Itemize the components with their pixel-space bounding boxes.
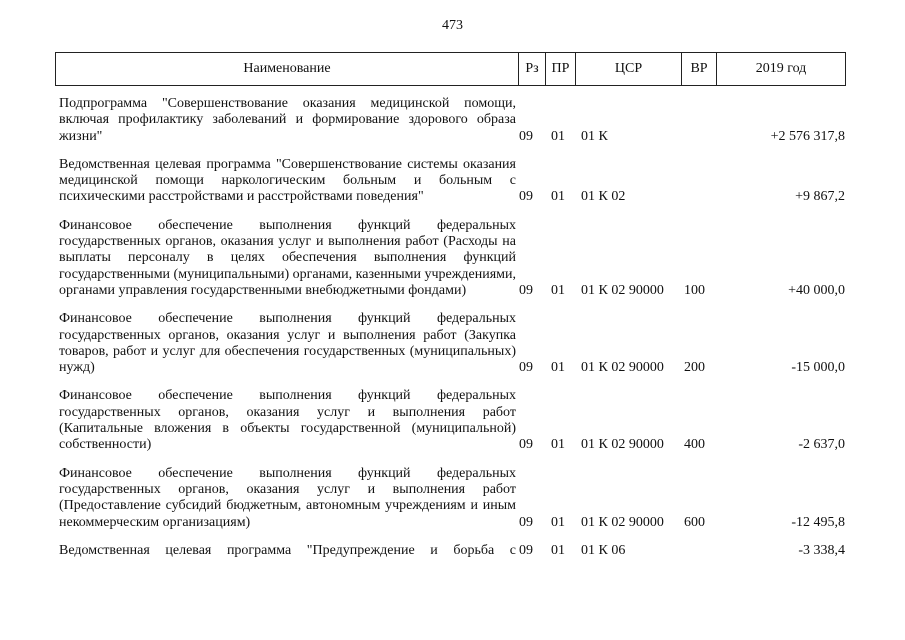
table-row [59,157,845,206]
row-vr: 200 [684,360,705,376]
row-amount: -3 338,4 [798,542,845,558]
row-csr: 01 К 02 90000 [581,514,664,530]
row-pr: 01 [551,282,565,298]
table-row [59,96,845,145]
header-year: 2019 год [755,61,807,76]
row-name: Ведомственная целевая программа "Предупреждение и борьба с [59,542,516,558]
header-pr: ПР [546,53,576,85]
row-rz: 09 [519,360,533,376]
row-pr: 01 [551,542,565,558]
row-vr: 400 [684,437,705,453]
table-row [59,543,845,559]
row-rz: 09 [519,282,533,298]
row-vr: 100 [684,282,705,298]
page-number: 473 [442,18,463,33]
row-pr: 01 [551,437,565,453]
row-csr: 01 К 02 90000 [581,360,664,376]
table-body [59,96,845,571]
row-amount: +2 576 317,8 [770,128,845,144]
row-pr: 01 [551,514,565,530]
row-pr: 01 [551,360,565,376]
row-csr: 01 К 02 [581,189,626,205]
row-amount: -12 495,8 [791,514,845,530]
table-row [59,466,845,531]
row-name: Финансовое обеспечение выполнения функций федеральных государственных органов, оказания услуг и выполнения работ (Капитальные вложения в объекты государственной (муниципальной) собственности) [59,388,516,453]
row-amount: +9 867,2 [795,189,845,205]
row-csr: 01 К 02 90000 [581,437,664,453]
header-rz: Рз [519,53,546,85]
row-vr: 600 [684,514,705,530]
row-rz: 09 [519,514,533,530]
table-header [55,52,846,86]
row-rz: 09 [519,542,533,558]
row-pr: 01 [551,189,565,205]
header-vr: ВР [682,53,717,85]
header-csr: ЦСР [576,53,682,85]
row-amount: -2 637,0 [798,437,845,453]
row-pr: 01 [551,128,565,144]
row-name: Финансовое обеспечение выполнения функций федеральных государственных органов, оказания услуг и выполнения работ (Предоставление субсидий бюджетным, автономным учреждениям и иным некоммерческим организациям) [59,465,516,530]
row-rz: 09 [519,437,533,453]
row-amount: +40 000,0 [788,282,845,298]
row-name: Ведомственная целевая программа "Совершенствование системы оказания медицинской помощи наркологическим больным и больным с психическими расстройствами и расстройствами поведения" [59,156,516,205]
header-name: Наименование [56,53,519,85]
table-row [59,218,845,299]
row-csr: 01 К [581,128,608,144]
row-name: Подпрограмма "Совершенствование оказания медицинской помощи, включая профилактику заболеваний и формирование здорового образа жизни" [59,96,516,144]
table-row [59,311,845,376]
row-rz: 09 [519,128,533,144]
row-rz: 09 [519,189,533,205]
row-name: Финансовое обеспечение выполнения функций федеральных государственных органов, оказания услуг и выполнения работ (Расходы на выплаты персоналу в целях обеспечения выполнения функций государственными (муниципальными) органами, казенными учреждениями, органами управления государственными внебюджетными фондами) [59,217,516,298]
row-csr: 01 К 06 [581,542,626,558]
row-csr: 01 К 02 90000 [581,282,664,298]
row-name: Финансовое обеспечение выполнения функций федеральных государственных органов, оказания услуг и выполнения работ (Закупка товаров, работ и услуг для обеспечения государственных (муниципальных) нужд) [59,311,516,376]
table-row [59,388,845,453]
row-amount: -15 000,0 [791,360,845,376]
